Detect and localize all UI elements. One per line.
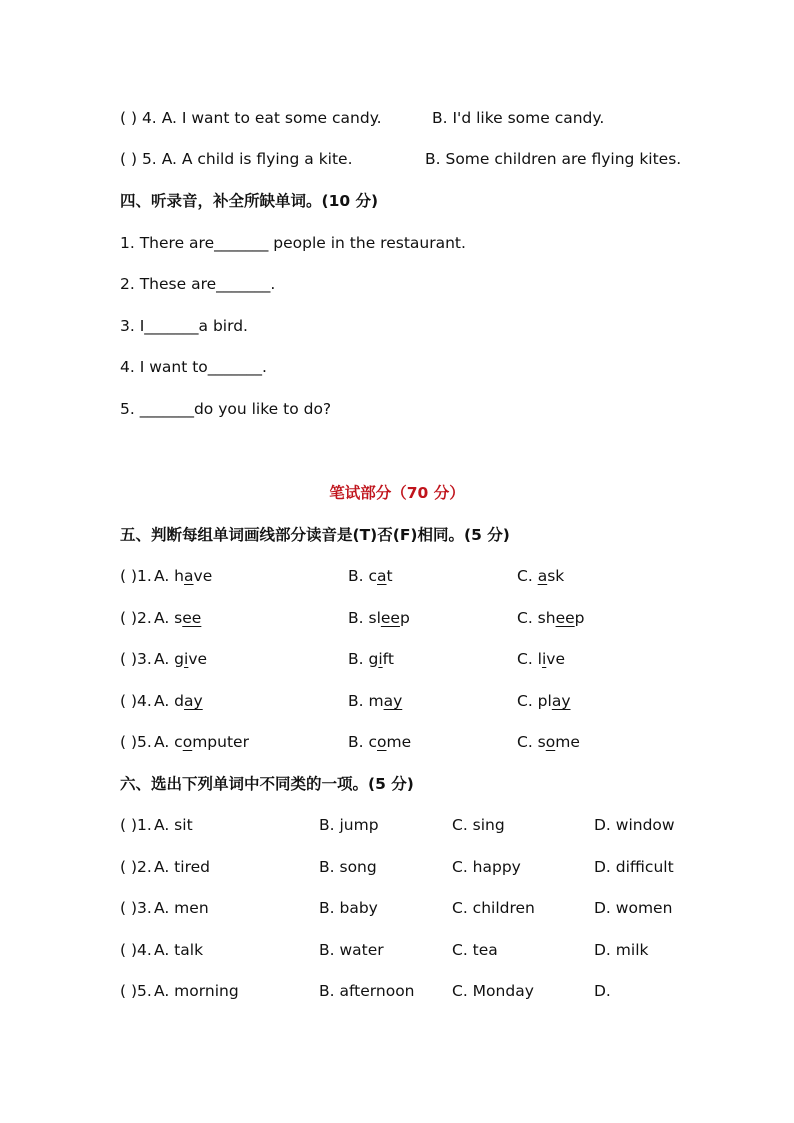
s5-row3-b	[348, 649, 394, 669]
underlined-letters: i	[378, 650, 383, 668]
underlined-letters: o	[182, 733, 193, 751]
s5-row2-b	[348, 608, 410, 628]
word-part: B. g	[348, 650, 379, 668]
underlined-letters: o	[545, 733, 556, 751]
underlined-letters: ee	[380, 609, 400, 627]
word-part: C.	[517, 567, 538, 585]
underlined-letters: o	[377, 733, 387, 751]
s6-row3-a: A. men	[154, 899, 209, 917]
word-part: sk	[547, 567, 565, 585]
word-part: C. pl	[517, 692, 552, 710]
s6-row1-b: B. jump	[319, 816, 379, 834]
s5-row3-c	[517, 649, 565, 669]
section4-item-4: 4. I want to_______.	[120, 358, 267, 376]
underlined-letters: ay	[383, 692, 403, 710]
section4-item-1: 1. There are_______ people in the restaurant.	[120, 234, 466, 252]
s6-row3-d: D. women	[594, 899, 673, 917]
s6-row4-d: D. milk	[594, 941, 649, 959]
s6-row4-a: A. talk	[154, 941, 204, 959]
underlined-letters: ay	[551, 692, 571, 710]
s6-row2-a: A. tired	[154, 858, 210, 876]
underlined-letters: a	[537, 567, 548, 585]
s6-row5-b: B. afternoon	[319, 982, 415, 1000]
word-part: B. sl	[348, 609, 381, 627]
s5-row2-a	[154, 608, 201, 628]
q4-option-b: B. I'd like some candy.	[432, 109, 605, 127]
q4-paren: ( ) 4.	[120, 109, 157, 127]
word-part: A. s	[154, 609, 183, 627]
s6-row3-b: B. baby	[319, 899, 378, 917]
s6-row4-c: C. tea	[452, 941, 498, 959]
s5-row4-num: ( )4.	[120, 692, 152, 710]
s5-row5-c	[517, 732, 580, 752]
s5-row2-c	[517, 608, 585, 628]
q4-option-a: A. I want to eat some candy.	[161, 109, 382, 127]
s6-row3-c: C. children	[452, 899, 535, 917]
s6-row2-num: ( )2.	[120, 858, 152, 876]
underlined-letters: i	[184, 650, 189, 668]
section4-item-3: 3. I_______a bird.	[120, 317, 248, 335]
underlined-letters: ee	[555, 609, 575, 627]
s6-row4-num: ( )4.	[120, 941, 152, 959]
listening-q5	[120, 149, 353, 169]
s6-row2-c: C. happy	[452, 858, 521, 876]
s6-row1-d: D. window	[594, 816, 675, 834]
s5-row4-b	[348, 691, 402, 711]
word-part: me	[386, 733, 412, 751]
word-part: p	[399, 609, 410, 627]
s5-row1-a	[154, 566, 212, 586]
word-part: p	[574, 609, 585, 627]
s6-row1-c: C. sing	[452, 816, 505, 834]
q5-option-b: B. Some children are flying kites.	[425, 150, 682, 168]
s5-row3-num: ( )3.	[120, 650, 152, 668]
word-part: C. s	[517, 733, 546, 751]
s5-row2-num: ( )2.	[120, 609, 152, 627]
s5-row3-a	[154, 649, 207, 669]
word-part: A. g	[154, 650, 185, 668]
s5-row1-num: ( )1.	[120, 567, 152, 585]
word-part: B. m	[348, 692, 384, 710]
s6-row2-b: B. song	[319, 858, 377, 876]
section6-title: 六、选出下列单词中不同类的一项。(5 分)	[120, 775, 414, 793]
s6-row2-d: D. difficult	[594, 858, 674, 876]
written-part-title: 笔试部分（70 分）	[329, 484, 465, 502]
s6-row5-a: A. morning	[154, 982, 239, 1000]
word-part: A. d	[154, 692, 185, 710]
listening-q4	[120, 108, 382, 128]
word-part: ft	[382, 650, 394, 668]
s5-row4-a	[154, 691, 203, 711]
s6-row4-b: B. water	[319, 941, 384, 959]
s5-row1-c	[517, 566, 564, 586]
s6-row5-num: ( )5.	[120, 982, 152, 1000]
word-part: A. c	[154, 733, 183, 751]
word-part: ve	[546, 650, 566, 668]
underlined-letters: ay	[184, 692, 203, 710]
word-part: me	[555, 733, 580, 751]
word-part: A. h	[154, 567, 185, 585]
word-part: C. sh	[517, 609, 556, 627]
s6-row1-num: ( )1.	[120, 816, 152, 834]
section4-title: 四、听录音，补全所缺单词。(10 分)	[120, 192, 379, 210]
s6-row5-d: D.	[594, 982, 611, 1000]
underlined-letters: a	[184, 567, 194, 585]
section5-title: 五、判断每组单词画线部分读音是(T)否(F)相同。(5 分)	[120, 526, 510, 544]
s6-row3-num: ( )3.	[120, 899, 152, 917]
word-part: B. c	[348, 567, 378, 585]
word-part: ve	[188, 650, 208, 668]
s5-row1-b	[348, 566, 393, 586]
underlined-letters: ee	[182, 609, 202, 627]
section4-item-5: 5. _______do you like to do?	[120, 400, 332, 418]
s5-row5-num: ( )5.	[120, 733, 152, 751]
word-part: mputer	[192, 733, 249, 751]
s5-row4-c	[517, 691, 571, 711]
s5-row5-a	[154, 732, 249, 752]
word-part: ve	[193, 567, 213, 585]
word-part: t	[386, 567, 393, 585]
q5-option-a: A. A child is flying a kite.	[161, 150, 353, 168]
word-part: B. c	[348, 733, 378, 751]
underlined-letters: a	[377, 567, 387, 585]
s6-row5-c: C. Monday	[452, 982, 534, 1000]
s6-row1-a: A. sit	[154, 816, 193, 834]
s5-row5-b	[348, 732, 411, 752]
section4-item-2: 2. These are_______.	[120, 275, 276, 293]
word-part: C. l	[517, 650, 542, 668]
underlined-letters: i	[541, 650, 547, 668]
q5-paren: ( ) 5.	[120, 150, 157, 168]
